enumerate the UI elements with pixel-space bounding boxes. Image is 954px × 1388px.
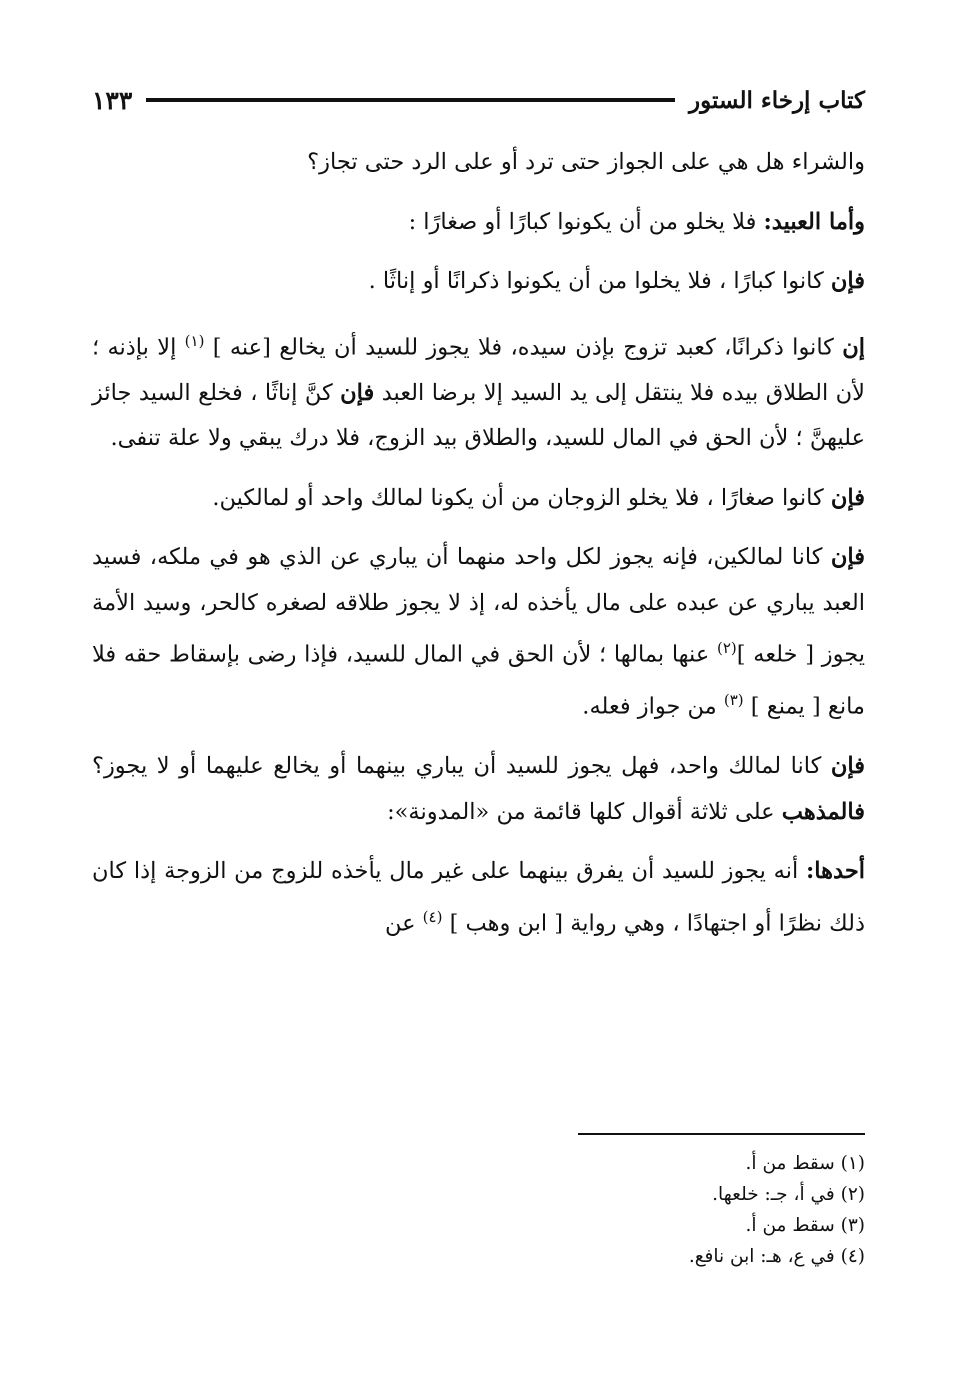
page-number: ١٣٣ bbox=[92, 85, 133, 115]
text-run: كنَّ إناثًا ، فخلع السيد جائز عليهنَّ ؛ لأن الحق في المال للسيد، والطلاق بيد الزوج، فلا درك يبقي ولا علة تنفى. bbox=[92, 379, 865, 451]
footnote-ref: (١) bbox=[184, 331, 205, 350]
text-run: عن bbox=[384, 910, 423, 936]
paragraph bbox=[92, 259, 865, 305]
footnote-3: (٣) سقط من أ. bbox=[745, 1215, 865, 1236]
paragraph bbox=[92, 319, 865, 462]
footnote-separator bbox=[578, 1133, 865, 1135]
running-header bbox=[92, 80, 865, 120]
bold-lead-word: وأما العبيد: bbox=[763, 208, 865, 235]
footnote-ref: (٤) bbox=[422, 907, 443, 926]
text-run: من جواز فعله. bbox=[582, 693, 724, 720]
bold-lead-word: فإن bbox=[830, 484, 865, 511]
bold-lead-word: فالمذهب bbox=[781, 798, 865, 825]
text-run: فلا يخلو من أن يكونوا كبارًا أو صغارًا : bbox=[408, 208, 764, 235]
paragraph bbox=[92, 140, 865, 186]
footnote-4: (٤) في ع، هـ: ابن نافع. bbox=[688, 1246, 865, 1267]
footnote-1: (١) سقط من أ. bbox=[745, 1153, 865, 1174]
paragraph bbox=[92, 200, 865, 246]
bold-lead-word: أحدها: bbox=[806, 858, 865, 884]
paragraph bbox=[92, 535, 865, 730]
footnote-ref: (٣) bbox=[723, 691, 744, 709]
text-run: كانوا ذكرانًا، كعبد تزوج بإذن سيده، فلا يجوز للسيد أن يخالع [عنه ] bbox=[204, 334, 843, 360]
footnotes bbox=[92, 1148, 865, 1272]
text-run: كانوا صغارًا ، فلا يخلو الزوجان من أن يكونا لمالك واحد أو لمالكين. bbox=[212, 484, 831, 511]
header-rule bbox=[146, 98, 675, 102]
bold-lead-word: فإن bbox=[830, 544, 865, 570]
text-run: عنها بمالها ؛ لأن الحق في المال للسيد، فإذا رضى بإسقاط حقه فلا مانع [ يمنع ] bbox=[92, 641, 865, 720]
paragraph bbox=[92, 744, 865, 835]
footnote-ref: (٢) bbox=[716, 639, 737, 657]
paragraph bbox=[92, 849, 865, 947]
text-run: والشراء هل هي على الجواز حتى ترد أو على الرد حتى تجاز؟ bbox=[307, 149, 865, 175]
text-run: كانا لمالك واحد، فهل يجوز للسيد أن يباري بينهما أو يخالع عليهما أو لا يجوز؟ bbox=[92, 753, 831, 779]
bold-lead-word: فإن bbox=[340, 379, 375, 406]
book-title: كتاب إرخاء الستور bbox=[689, 86, 865, 114]
footnote-2: (٢) في أ، جـ: خلعها. bbox=[712, 1184, 865, 1205]
main-text bbox=[92, 140, 865, 961]
bold-lead-word: فإن bbox=[830, 753, 865, 779]
text-run: إلا بإذنه ؛ لأن الطلاق بيده فلا ينتقل إلى يد السيد إلا برضا العبد bbox=[92, 334, 865, 406]
bold-lead-word: إن bbox=[842, 334, 865, 360]
text-run: كانا لمالكين، فإنه يجوز لكل واحد منهما أن يباري عن الذي هو في ملكه، فسيد العبد يباري عن عبده على مال يأخذه له، إذ لا يجوز طلاقه لصغره كالحر، وسيد الأمة يجوز [ خلعه ] bbox=[92, 544, 865, 668]
text-run: كانوا كبارًا ، فلا يخلوا من أن يكونوا ذكرانًا أو إناثًا . bbox=[368, 268, 831, 294]
text-run: على ثلاثة أقوال كلها قائمة من «المدونة»: bbox=[387, 798, 782, 825]
text-run: أنه يجوز للسيد أن يفرق بينهما على غير مال يأخذه للزوج من الزوجة إذا كان ذلك نظرًا أو اجتهادًا ، وهي رواية [ ابن وهب ] bbox=[92, 858, 865, 936]
bold-lead-word: فإن bbox=[830, 268, 865, 294]
paragraph bbox=[92, 476, 865, 522]
